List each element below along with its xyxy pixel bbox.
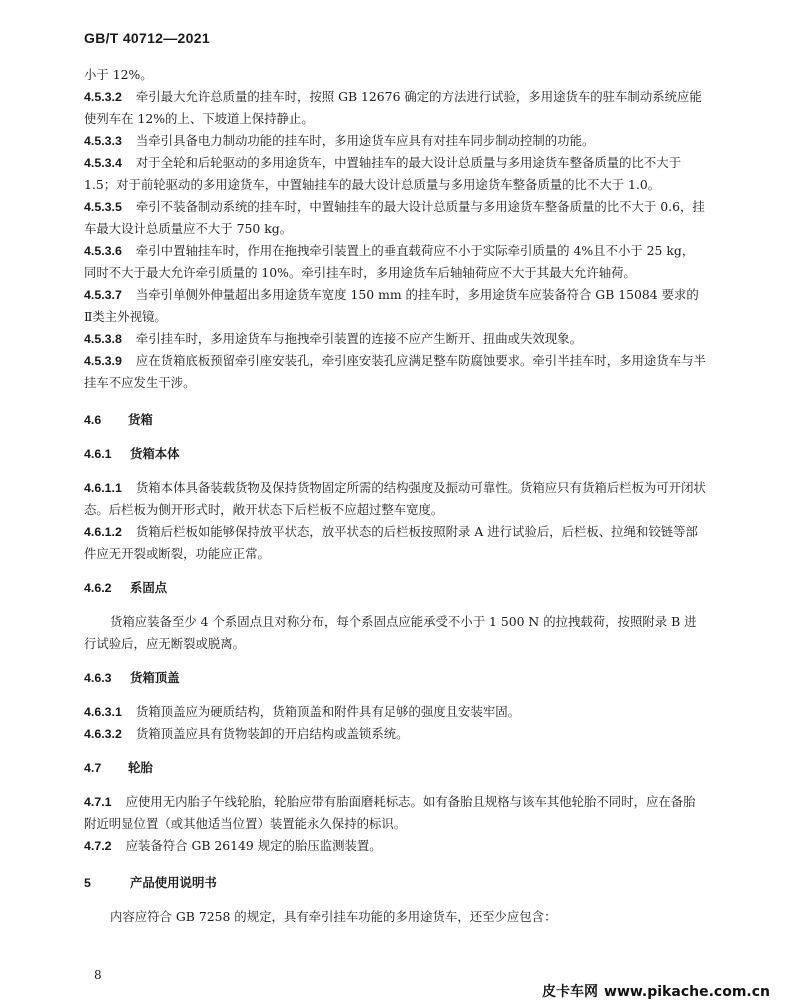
document-body (84, 64, 706, 928)
spacer (84, 394, 706, 409)
clause-text: 应使用无内胎子午线轮胎，轮胎应带有胎面磨耗标志。如有备胎且规格与该车其他轮胎不同时，应在备胎附近明显位置（或其他适当位置）装置能永久保持的标识。 (84, 794, 696, 831)
section-number: 4.7 (84, 761, 102, 775)
clause-number: 4.7.2 (84, 839, 112, 853)
clause-text: 牵引挂车时，多用途货车与拖拽牵引装置的连接不应产生断开、扭曲或失效现象。 (135, 331, 582, 346)
section-title: 货箱本体 (130, 446, 180, 461)
clause-number: 4.5.3.9 (84, 354, 122, 368)
section-title: 货箱 (128, 412, 153, 427)
spacer (84, 745, 706, 757)
clause-paragraph (84, 701, 706, 723)
clause-number: 4.5.3.8 (84, 332, 122, 346)
clause-number: 4.6.1.1 (84, 481, 122, 495)
section-heading (84, 757, 706, 779)
clause-paragraph (84, 791, 706, 835)
spacer (84, 655, 706, 667)
clause-text: 货箱本体具备装载货物及保持货物固定所需的结构强度及振动可靠性。货箱应只有货箱后栏板为可开闭状态。后栏板为侧开形式时，敞开状态下后栏板不应超过整车宽度。 (84, 480, 706, 517)
clause-number: 4.5.3.5 (84, 200, 122, 214)
clause-text: 牵引不装备制动系统的挂车时，中置轴挂车的最大设计总质量与多用途货车整备质量的比不大于 0.6，挂车最大设计总质量应不大于 750 kg。 (84, 199, 705, 236)
clause-text: 货箱顶盖应具有货物装卸的开启结构或盖锁系统。 (135, 726, 409, 741)
spacer (84, 431, 706, 443)
section-heading (84, 577, 706, 599)
section-number: 4.6.2 (84, 581, 112, 595)
section-number: 4.6.1 (84, 447, 112, 461)
clause-number: 4.5.3.6 (84, 244, 122, 258)
clause-text: 货箱顶盖应为硬质结构，货箱顶盖和附件具有足够的强度且安装牢固。 (135, 704, 521, 719)
clause-text: 应装备符合 GB 26149 规定的胎压监测装置。 (125, 838, 382, 853)
clause-text: 应在货箱底板预留牵引座安装孔，牵引座安装孔应满足整车防腐蚀要求。牵引半挂车时，多用途货车与半挂车不应发生干涉。 (84, 353, 706, 390)
section-title: 货箱顶盖 (130, 670, 180, 685)
clause-number: 4.7.1 (84, 795, 112, 809)
standard-number: GB/T 40712—2021 (84, 30, 210, 46)
section-title: 轮胎 (128, 760, 153, 775)
watermark-site-name: 皮卡车网 (542, 984, 599, 1000)
section-title: 系固点 (130, 580, 168, 595)
clause-number: 4.6.3.1 (84, 705, 122, 719)
section-heading (84, 872, 706, 894)
body-paragraph: 货箱应装备至少 4 个系固点且对称分布，每个系固点应能承受不小于 1 500 N 的拉拽载荷，按照附录 B 进行试验后，应无断裂或脱离。 (84, 614, 697, 651)
body-paragraph: 小于 12%。 (84, 67, 153, 82)
spacer (84, 894, 706, 906)
body-paragraph: 内容应符合 GB 7258 的规定，具有牵引挂车功能的多用途货车，还至少应包含： (110, 909, 557, 924)
clause-text: 当牵引单侧外伸量超出多用途货车宽度 150 mm 的挂车时，多用途货车应装备符合 GB 15084 要求的Ⅱ类主外视镜。 (84, 287, 699, 324)
clause-paragraph (84, 196, 706, 240)
clause-paragraph (84, 328, 706, 350)
spacer (84, 465, 706, 477)
clause-paragraph (84, 477, 706, 521)
watermark-url: www.pikache.com.cn (604, 984, 770, 1000)
section-heading (84, 409, 706, 431)
clause-number: 4.6.3.2 (84, 727, 122, 741)
section-heading (84, 443, 706, 465)
clause-number: 4.6.1.2 (84, 525, 122, 539)
watermark (542, 981, 770, 1001)
spacer (84, 689, 706, 701)
clause-paragraph (84, 835, 706, 857)
clause-text: 货箱后栏板如能够保持放平状态，放平状态的后栏板按照附录 A 进行试验后，后栏板、拉绳和铰链等部件应无开裂或断裂，功能应正常。 (84, 524, 698, 561)
section-title: 产品使用说明书 (130, 875, 217, 890)
page-number: 8 (94, 968, 102, 982)
clause-paragraph (84, 86, 706, 130)
clause-paragraph (84, 240, 706, 284)
clause-number: 4.5.3.4 (84, 156, 122, 170)
clause-paragraph (84, 521, 706, 565)
section-number: 5 (84, 876, 91, 890)
clause-text: 当牵引具备电力制动功能的挂车时，多用途货车应具有对挂车同步制动控制的功能。 (135, 133, 595, 148)
spacer (84, 565, 706, 577)
spacer (84, 857, 706, 872)
clause-number: 4.5.3.2 (84, 90, 122, 104)
section-number: 4.6 (84, 413, 102, 427)
clause-text: 牵引中置轴挂车时，作用在拖拽牵引装置上的垂直载荷应不小于实际牵引质量的 4%且不小于 25 kg，同时不大于最大允许牵引质量的 10%。牵引挂车时，多用途货车后轴轴荷应不大于其最大允许轴荷。 (84, 243, 695, 280)
clause-text: 对于全轮和后轮驱动的多用途货车，中置轴挂车的最大设计总质量与多用途货车整备质量的比不大于 1.5；对于前轮驱动的多用途货车，中置轴挂车的最大设计总质量与多用途货车整备质量的比不大于 1.0。 (84, 155, 682, 192)
spacer (84, 779, 706, 791)
clause-paragraph (84, 152, 706, 196)
section-heading (84, 667, 706, 689)
clause-text: 牵引最大允许总质量的挂车时，按照 GB 12676 确定的方法进行试验，多用途货车的驻车制动系统应能使列车在 12%的上、下坡道上保持静止。 (84, 89, 702, 126)
clause-number: 4.5.3.7 (84, 288, 122, 302)
section-number: 4.6.3 (84, 671, 112, 685)
clause-paragraph (84, 723, 706, 745)
clause-paragraph (84, 130, 706, 152)
spacer (84, 599, 706, 611)
clause-number: 4.5.3.3 (84, 134, 122, 148)
clause-paragraph (84, 284, 706, 328)
clause-paragraph (84, 350, 706, 394)
